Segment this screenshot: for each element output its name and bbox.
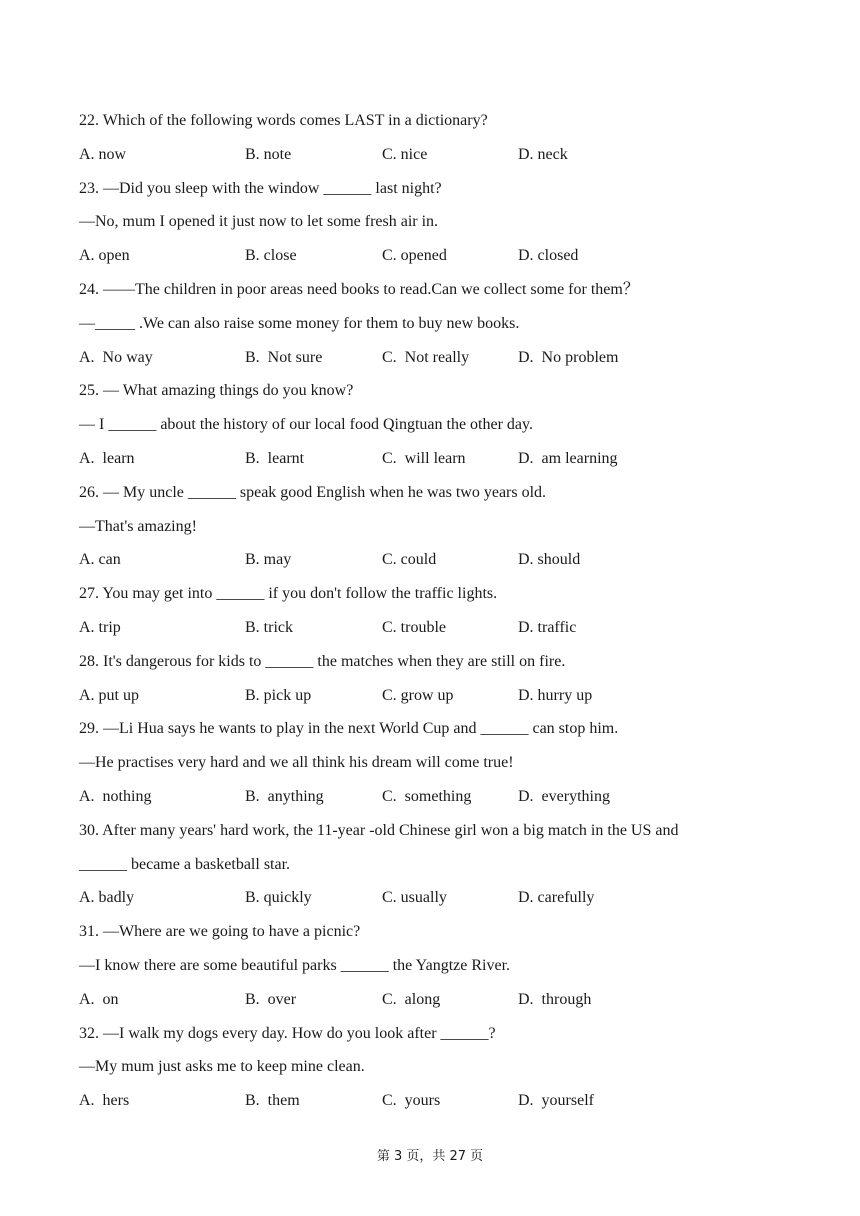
question-29 bbox=[79, 717, 779, 818]
option-c: C. something bbox=[382, 787, 472, 805]
question-25 bbox=[79, 379, 779, 480]
question-32-reply: —My mum just asks me to keep mine clean. bbox=[79, 1058, 365, 1076]
option-b: B. pick up bbox=[245, 686, 312, 704]
question-26-options bbox=[79, 548, 779, 582]
question-24 bbox=[79, 278, 779, 379]
option-a: A. badly bbox=[79, 889, 135, 907]
option-d: D. am learning bbox=[518, 449, 618, 467]
question-list bbox=[79, 109, 779, 1123]
option-b: B. anything bbox=[245, 787, 324, 805]
option-d: D. carefully bbox=[518, 889, 595, 907]
option-b: B. close bbox=[245, 247, 297, 265]
question-30 bbox=[79, 819, 779, 920]
question-31-stem: 31. —Where are we going to have a picnic? bbox=[79, 923, 361, 941]
question-26-stem: 26. — My uncle ______ speak good English when he was two years old. bbox=[79, 483, 547, 501]
option-b: B. learnt bbox=[245, 449, 305, 467]
option-a: A. on bbox=[79, 990, 119, 1008]
question-27 bbox=[79, 582, 779, 650]
question-28-options bbox=[79, 684, 779, 718]
question-29-reply: —He practises very hard and we all think his dream will come true! bbox=[79, 754, 514, 772]
question-30-stem: 30. After many years' hard work, the 11-year -old Chinese girl won a big match in the US and bbox=[79, 821, 679, 839]
question-22-options bbox=[79, 143, 779, 177]
question-32-stem: 32. —I walk my dogs every day. How do you look after ______? bbox=[79, 1024, 496, 1042]
option-c: C. Not really bbox=[382, 348, 470, 366]
option-b: B. trick bbox=[245, 618, 293, 636]
option-a: A. open bbox=[79, 247, 130, 265]
option-b: B. them bbox=[245, 1092, 300, 1110]
option-c: C. will learn bbox=[382, 449, 466, 467]
option-d: D. No problem bbox=[518, 348, 619, 366]
option-d: D. traffic bbox=[518, 618, 577, 636]
question-29-options bbox=[79, 785, 779, 819]
question-22 bbox=[79, 109, 779, 177]
option-b: B. may bbox=[245, 551, 292, 569]
option-a: A. hers bbox=[79, 1092, 130, 1110]
question-27-stem: 27. You may get into ______ if you don't follow the traffic lights. bbox=[79, 585, 498, 603]
question-31 bbox=[79, 920, 779, 1021]
question-26-reply: —That's amazing! bbox=[79, 517, 197, 535]
question-29-stem: 29. —Li Hua says he wants to play in the next World Cup and ______ can stop him. bbox=[79, 720, 619, 738]
option-a: A. No way bbox=[79, 348, 153, 366]
option-a: A. learn bbox=[79, 449, 135, 467]
option-a: A. now bbox=[79, 145, 127, 163]
question-28 bbox=[79, 650, 779, 718]
option-b: B. Not sure bbox=[245, 348, 323, 366]
question-22-stem: 22. Which of the following words comes LAST in a dictionary? bbox=[79, 112, 488, 129]
option-c: C. yours bbox=[382, 1092, 441, 1110]
question-32-options bbox=[79, 1089, 779, 1123]
question-25-reply: — I ______ about the history of our local food Qingtuan the other day. bbox=[79, 416, 533, 434]
question-25-stem: 25. — What amazing things do you know? bbox=[79, 382, 354, 400]
option-b: B. quickly bbox=[245, 889, 312, 907]
option-d: D. hurry up bbox=[518, 686, 593, 704]
option-c: C. usually bbox=[382, 889, 447, 907]
option-d: D. neck bbox=[518, 145, 568, 163]
option-a: A. put up bbox=[79, 686, 139, 704]
question-23-options bbox=[79, 244, 779, 278]
option-c: C. could bbox=[382, 551, 437, 569]
question-23-stem: 23. —Did you sleep with the window ______ last night? bbox=[79, 179, 442, 197]
option-a: A. trip bbox=[79, 618, 121, 636]
option-d: D. through bbox=[518, 990, 592, 1008]
option-c: C. opened bbox=[382, 247, 447, 265]
question-31-options bbox=[79, 988, 779, 1022]
option-d: D. everything bbox=[518, 787, 610, 805]
option-c: C. along bbox=[382, 990, 441, 1008]
option-c: C. trouble bbox=[382, 618, 446, 636]
question-30-stem-continued: ______ became a basketball star. bbox=[79, 855, 291, 873]
question-24-reply: —_____ .We can also raise some money for them to buy new books. bbox=[79, 314, 520, 332]
option-a: A. can bbox=[79, 551, 121, 569]
option-b: B. note bbox=[245, 145, 292, 163]
question-28-stem: 28. It's dangerous for kids to ______ the matches when they are still on fire. bbox=[79, 652, 566, 670]
question-23-reply: —No, mum I opened it just now to let some fresh air in. bbox=[79, 213, 439, 231]
question-31-reply: —I know there are some beautiful parks ______ the Yangtze River. bbox=[79, 956, 511, 974]
page-footer: 第 3 页，共 27 页 bbox=[376, 1149, 484, 1164]
question-27-options bbox=[79, 616, 779, 650]
question-24-stem: 24. ——The children in poor areas need books to read.Can we collect some for them？ bbox=[79, 280, 639, 298]
question-30-options bbox=[79, 886, 779, 920]
question-32 bbox=[79, 1022, 779, 1123]
option-c: C. nice bbox=[382, 145, 428, 163]
option-a: A. nothing bbox=[79, 787, 152, 805]
question-23 bbox=[79, 177, 779, 278]
option-c: C. grow up bbox=[382, 686, 454, 704]
option-d: D. yourself bbox=[518, 1092, 594, 1110]
question-24-options bbox=[79, 346, 779, 380]
option-d: D. closed bbox=[518, 247, 579, 265]
option-d: D. should bbox=[518, 551, 581, 569]
question-26 bbox=[79, 481, 779, 582]
question-25-options bbox=[79, 447, 779, 481]
option-b: B. over bbox=[245, 990, 297, 1008]
